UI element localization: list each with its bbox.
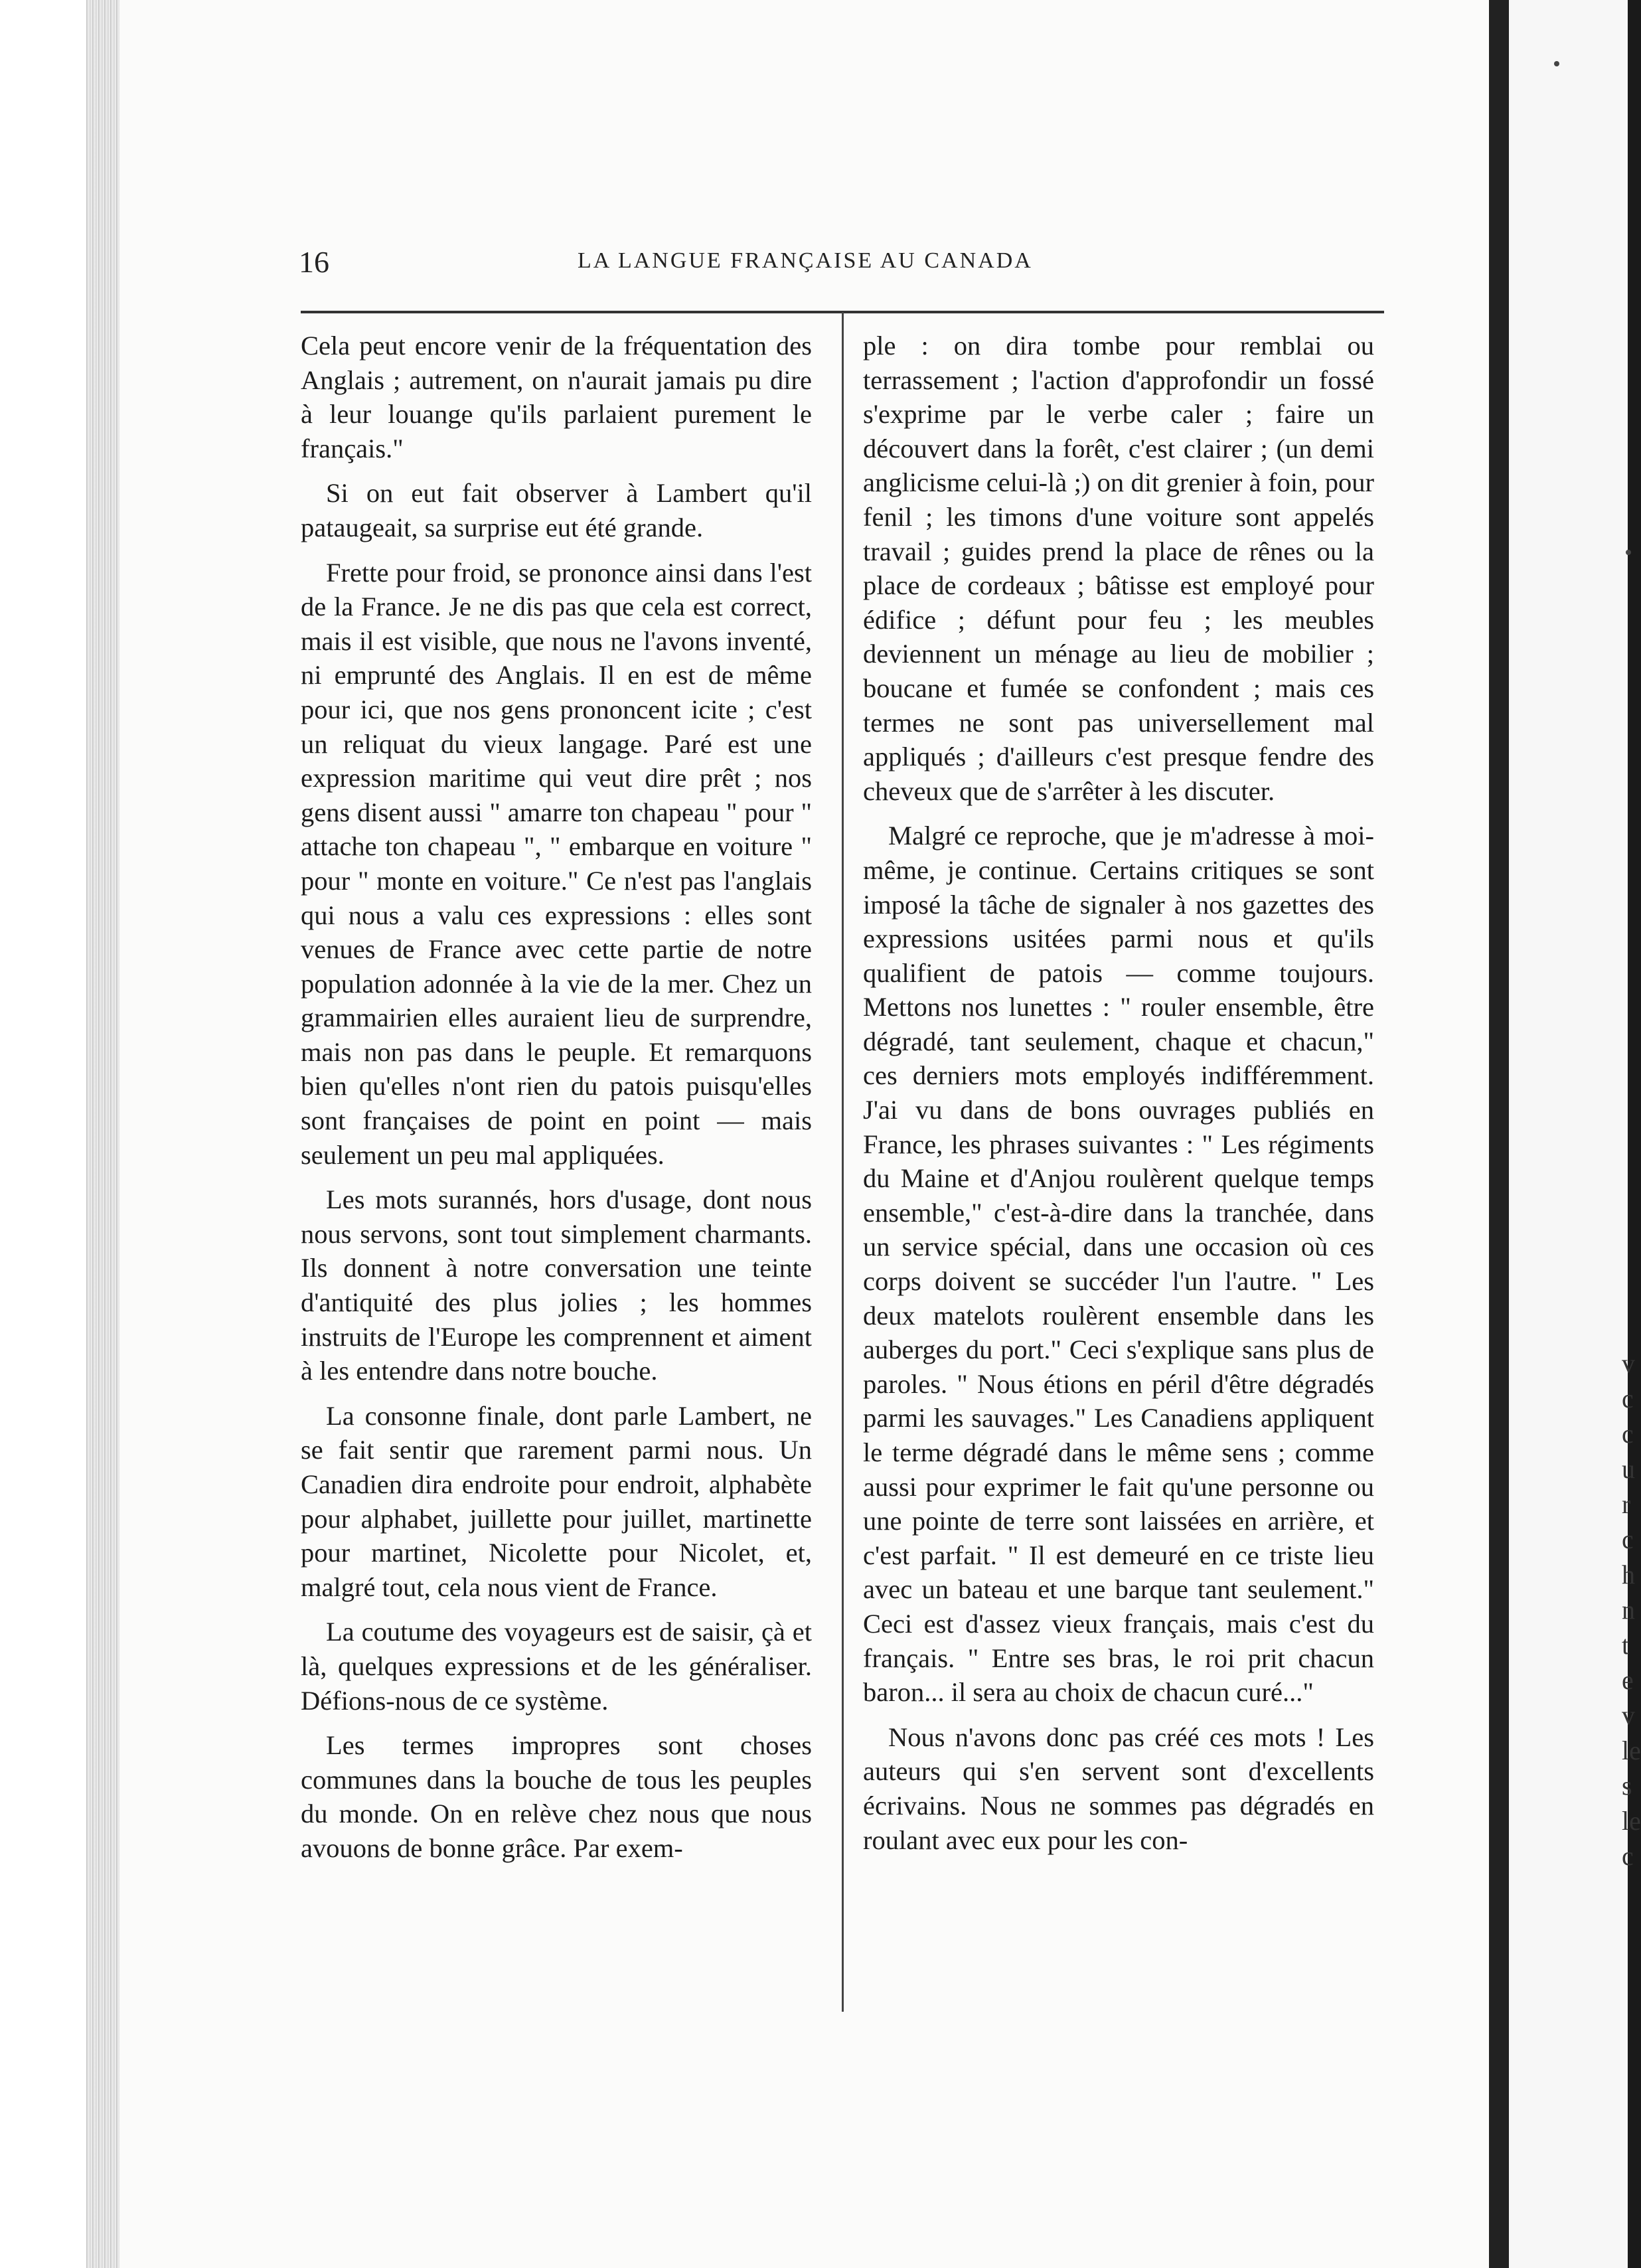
right-column [863, 329, 1374, 1868]
paragraph: Malgré ce reproche, que je m'adresse à moi-même, je continue. Certains critiques se sont imposé la tâche de signaler à nos gazettes des expressions usitées parmi nous et qu'ils qualifient de patois — comme toujours. Mettons nos lunettes : " rouler ensemble, être dégradé, tant seulement, chaque et chacun," ces derniers mots employés indifféremment. J'ai vu dans de bons ouvrages publiés en France, les phrases suivantes : " Les régiments du Maine et d'Anjou roulèrent quelque temps ensemble," c'est-à-dire dans la tranchée, dans un service spécial, dans une occasion où ces corps doivent se succéder l'un l'autre. " Les deux matelots roulèrent ensemble dans les auberges du port." Ceci s'explique sans plus de paroles. " Nous étions en péril d'être dégradés parmi les sauvages." Les Canadiens appliquent le terme dégradé dans le même sens ; comme aussi pour exprimer le fait qu'une personne ou une pointe de terre sont laissées en arrière, et c'est parfait. " Il est demeuré en ce triste lieu avec un bateau et une barque tant seulement." Ceci est d'assez vieux français, mais c'est du français. " Entre ses bras, le roi prit chacun baron... il sera au choix de chacun curé..." [863, 821, 1374, 1708]
facing-page-fragment: v [1622, 1700, 1635, 1730]
facing-page-fragment: v [1622, 1348, 1635, 1378]
facing-page-fragment: le [1622, 1806, 1641, 1836]
paragraph: La coutume des voyageurs est de saisir, çà et là, quelques expressions et de les généraliser. Défions-nous de ce système. [301, 1617, 812, 1716]
facing-page-fragment: s [1622, 1771, 1632, 1801]
facing-page-fragment: e [1622, 1665, 1634, 1695]
paragraph: Si on eut fait observer à Lambert qu'il pataugeait, sa surprise eut été grande. [301, 478, 812, 542]
facing-page-fragment: n [1622, 1595, 1635, 1625]
facing-page-fragment: u [1622, 1454, 1635, 1484]
paragraph: ple : on dira tombe pour remblai ou terrassement ; l'action d'approfondir un fossé s'exprime par le verbe caler ; faire un découvert dans la forêt, c'est clairer ; (un demi anglicisme celui-là ;) on dit grenier à foin, pour fenil ; les timons d'une voiture sont appelés travail ; guides prend la place de rênes ou la place de cordeaux ; bâtisse est employé pour édifice ; défunt pour feu ; les meubles deviennent un ménage au lieu de mobilier ; boucane et fumée se confondent ; mais ces termes ne sont pas universellement mal appliqués ; d'ailleurs c'est presque fendre des cheveux que de s'arrêter à les discuter. [863, 331, 1374, 806]
paragraph: Frette pour froid, se prononce ainsi dans l'est de la France. Je ne dis pas que cela est correct, mais il est visible, que nous ne l'avons inventé, ni emprunté des Anglais. Il en est de même pour ici, que nos gens prononcent icite ; c'est un reliquat du vieux langage. Paré est une expression maritime qui veut dire prêt ; nos gens disent aussi " amarre ton chapeau " pour " attache ton chapeau ", " embarque en voiture " pour " monte en voiture." Ce n'est pas l'anglais qui nous a valu ces expressions : elles sont venues de France avec cette partie de notre population adonnée à la vie de la mer. Chez un grammairien elles auraient lieu de surprendre, mais non pas dans le peuple. Et remarquons bien qu'elles n'ont rien du patois puisqu'elles sont françaises de point en point — mais seulement un peu mal appliquées. [301, 557, 812, 1170]
paragraph: Les mots surannés, hors d'usage, dont nous nous servons, sont tout simplement charmants. Ils donnent à notre conversation une teinte d'antiquité des plus jolies ; les hommes instruits de l'Europe les comprennent et aiment à les entendre dans notre bouche. [301, 1184, 812, 1386]
facing-page-fragment: le [1622, 1736, 1641, 1765]
facing-page-fragment: c [1622, 1841, 1634, 1871]
facing-page-fragment: t [1622, 1630, 1630, 1660]
facing-page-fragment: r [1622, 1489, 1631, 1519]
facing-page-fragment: c [1622, 1419, 1634, 1449]
page-number: 16 [299, 245, 329, 279]
ink-speck [1554, 61, 1559, 66]
ink-speck [1626, 550, 1631, 555]
paragraph: Nous n'avons donc pas créé ces mots ! Les auteurs qui s'en servent sont d'excellents écrivains. Nous ne sommes pas dégradés en roulant avec eux pour les con- [863, 1722, 1374, 1855]
running-title: LA LANGUE FRANÇAISE AU CANADA [578, 248, 1033, 273]
paragraph: La consonne finale, dont parle Lambert, ne se fait sentir que rarement parmi nous. Un Canadien dira endroite pour endroit, alphabète pour alphabet, juillette pour juillet, martinette pour martinet, Nicolette pour Nicolet, et, malgré tout, cela nous vient de France. [301, 1400, 812, 1602]
page-header [299, 244, 1387, 284]
paragraph: Les termes impropres sont choses communes dans la bouche de tous les peuples du monde. On en relève chez nous que nous avouons de bonne grâce. Par exem- [301, 1730, 812, 1863]
facing-page [1509, 0, 1641, 2268]
facing-page-fragment: h [1622, 1560, 1635, 1589]
column-divider [842, 312, 844, 2012]
paragraph: Cela peut encore venir de la fréquentation des Anglais ; autrement, on n'aurait jamais pu dire à leur louange qu'ils parlaient purement le français." [301, 331, 812, 463]
facing-page-fragment: c [1622, 1524, 1634, 1554]
book-gutter [1489, 0, 1509, 2268]
facing-page-fragment: c [1622, 1384, 1634, 1414]
left-column [301, 329, 812, 1876]
